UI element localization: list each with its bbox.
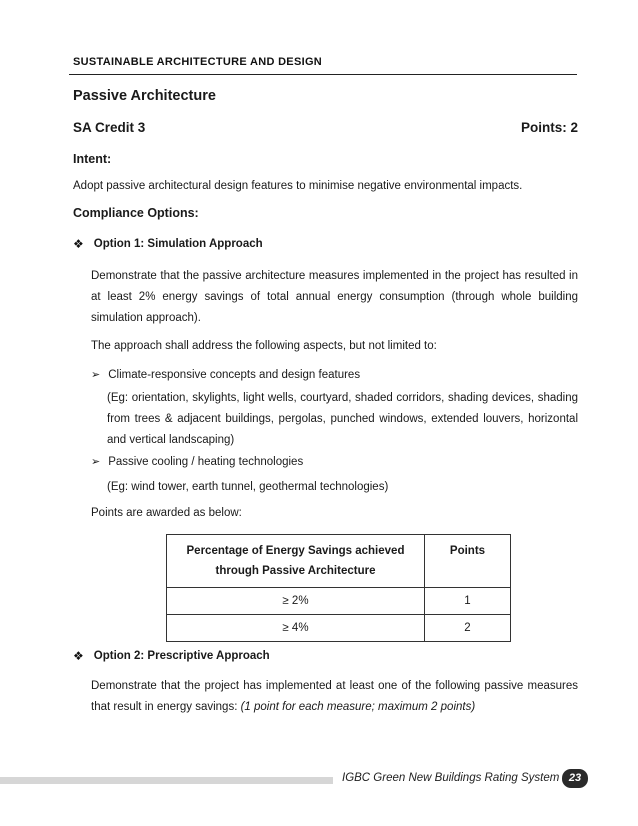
bullet-item-cooling (91, 455, 303, 468)
table-row (167, 588, 511, 615)
footer-bar (0, 777, 333, 784)
bullet-item-climate (91, 368, 360, 381)
bullet-label: Climate-responsive concepts and design features (108, 368, 361, 381)
table-cell: ≥ 4% (167, 615, 425, 642)
credit-label: SA Credit 3 (73, 120, 146, 135)
arrow-bullet-icon: ➢ (91, 456, 101, 468)
diamond-bullet-icon: ❖ (73, 649, 84, 663)
running-header: SUSTAINABLE ARCHITECTURE AND DESIGN (73, 56, 323, 68)
bullet-label: Passive cooling / heating technologies (108, 455, 304, 468)
option2-title: Option 2: Prescriptive Approach (93, 650, 270, 662)
arrow-bullet-icon: ➢ (91, 369, 101, 381)
page-number: 23 (562, 769, 588, 788)
bullet-detail: (Eg: wind tower, earth tunnel, geothermal technologies) (107, 481, 389, 493)
table-row (167, 615, 511, 642)
option1-paragraph: Demonstrate that the passive architecture measures implemented in the project has resulted in at least 2% energy savings of total annual energy consumption (through whole building simulation approach). (91, 270, 578, 324)
diamond-bullet-icon: ❖ (73, 237, 84, 251)
option2-note: (1 point for each measure; maximum 2 points) (240, 701, 476, 713)
table-header-row (167, 535, 511, 588)
option1-title: Option 1: Simulation Approach (93, 238, 263, 250)
intent-heading: Intent: (73, 152, 112, 166)
option1-aspects-intro: The approach shall address the following aspects, but not limited to: (91, 340, 437, 352)
table-cell: ≥ 2% (167, 588, 425, 615)
section-title: Passive Architecture (73, 88, 216, 104)
option2-paragraph (91, 676, 578, 718)
table-header-cell: Points (425, 535, 511, 588)
footer-title: IGBC Green New Buildings Rating System (342, 772, 560, 784)
compliance-heading: Compliance Options: (73, 206, 199, 220)
header-divider (69, 74, 577, 75)
option1-heading (73, 237, 263, 251)
bullet-detail: (Eg: orientation, skylights, light wells, courtyard, shaded corridors, shading devices, shading from trees & adjacent buildings, pergolas, punched windows, extended louvers, horizontal and vertical landscaping) (107, 392, 578, 446)
points-awarded-text: Points are awarded as below: (91, 507, 242, 519)
intent-text: Adopt passive architectural design features to minimise negative environmental impacts. (73, 180, 523, 192)
credit-points: Points: 2 (520, 120, 578, 135)
option2-heading (73, 649, 270, 663)
points-table (166, 534, 511, 642)
table-cell: 2 (425, 615, 511, 642)
option2-text: Demonstrate that the project has implemented at least one of the following passive measures that result in energy savings: (91, 680, 578, 713)
table-header-cell: Percentage of Energy Savings achieved through Passive Architecture (167, 535, 425, 588)
table-cell: 1 (425, 588, 511, 615)
